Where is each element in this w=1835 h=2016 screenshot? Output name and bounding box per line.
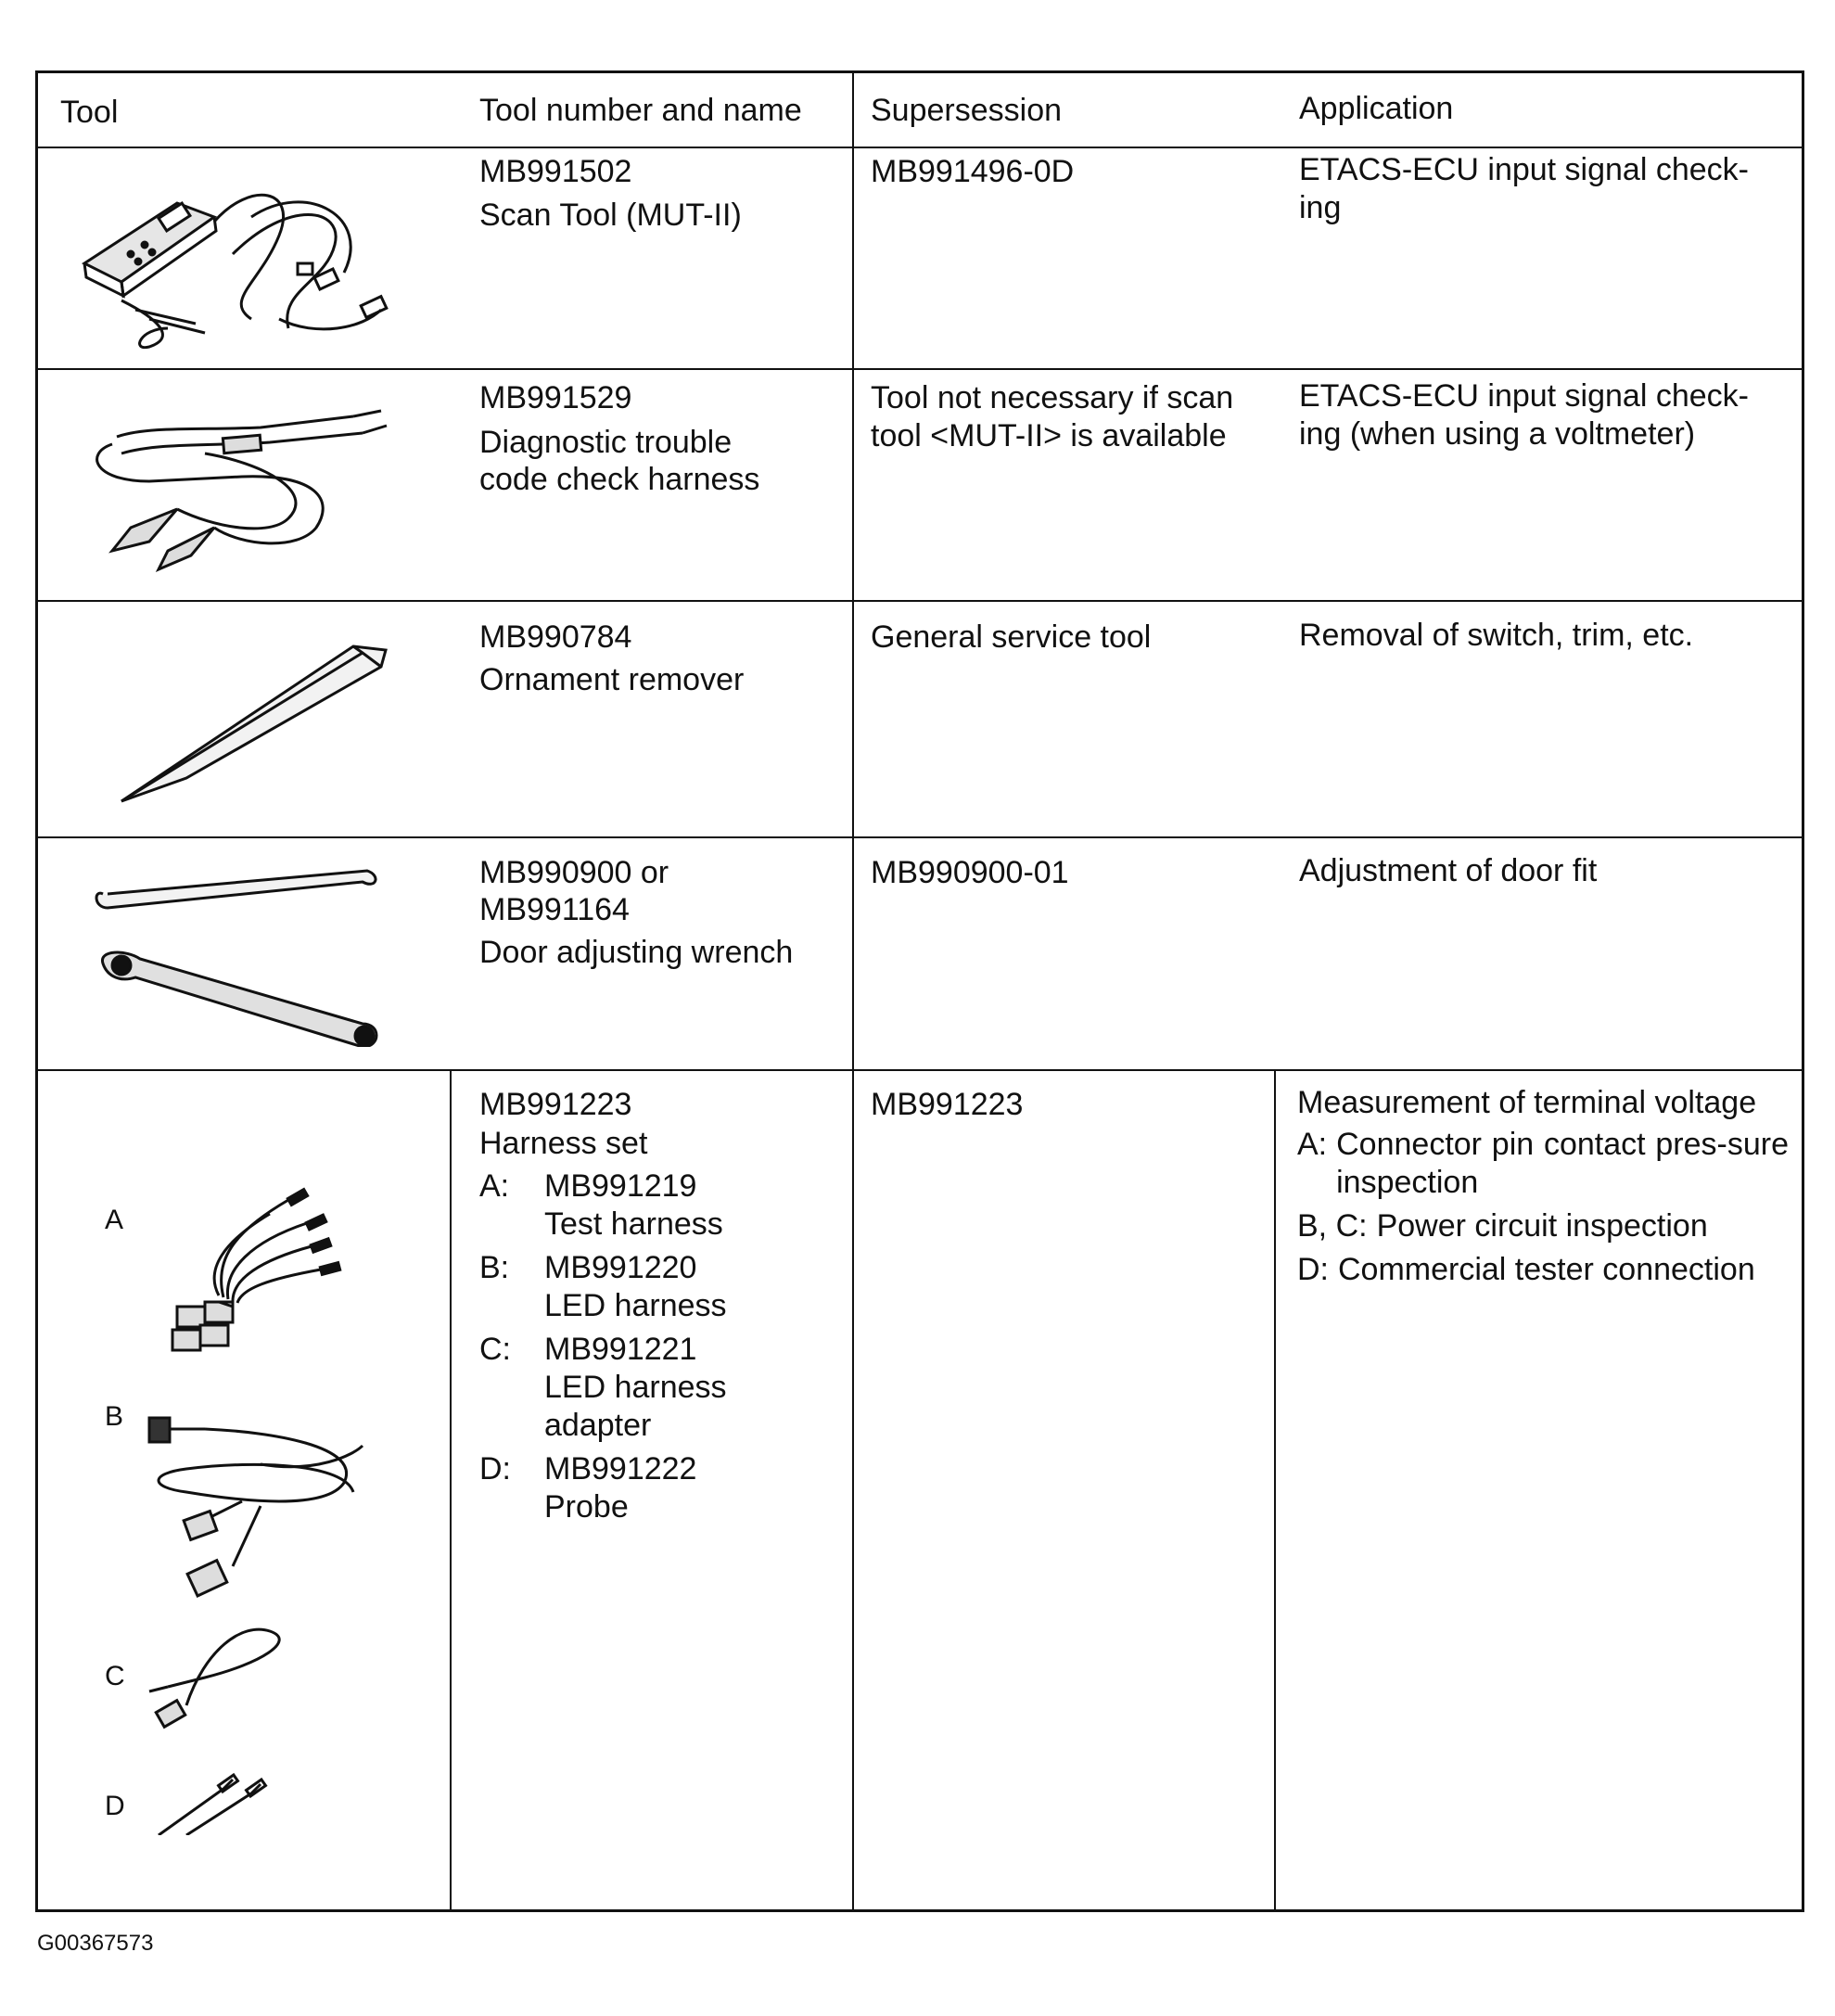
row1-tool-name: Scan Tool (MUT-II) [479, 198, 742, 233]
header-tool: Tool [60, 95, 119, 130]
row3-supersession: General service tool [871, 619, 1152, 655]
part-a: A: MB991219 Test harness [479, 1168, 723, 1242]
row5-application [1297, 1084, 1789, 1289]
part-b: B: MB991220 LED harness [479, 1250, 727, 1323]
wrench-icon [84, 861, 427, 1047]
figure-id: G00367573 [37, 1931, 154, 1956]
illustration-label-b: B [105, 1401, 124, 1432]
row4-tool-number-line1: MB990900 or [479, 855, 669, 890]
special-tools-table [35, 70, 1804, 1912]
row5-tool-number: MB991223 [479, 1087, 632, 1122]
row1-application: ETACS-ECU input signal check-ing [1299, 152, 1749, 225]
row4-tool-name: Door adjusting wrench [479, 935, 794, 970]
row1-supersession: MB991496-0D [871, 154, 1075, 189]
row3-application: Removal of switch, trim, etc. [1299, 618, 1694, 653]
row4-application: Adjustment of door fit [1299, 853, 1598, 888]
ornament-remover-icon [75, 630, 409, 815]
application-a-text: Connector pin contact pres-sure inspection [1336, 1127, 1789, 1200]
part-a-number: MB991219 [544, 1168, 697, 1204]
row2-application: ETACS-ECU input signal check-ing (when using a voltmeter) [1299, 378, 1749, 452]
scan-tool-icon [66, 161, 418, 356]
row2-tool-name-line1: Diagnostic trouble [479, 425, 733, 460]
row5-supersession: MB991223 [871, 1087, 1024, 1122]
part-c-number: MB991221 [544, 1332, 697, 1367]
part-a-name: Test harness [544, 1206, 723, 1242]
parts-list [479, 1167, 841, 1526]
header-application: Application [1299, 91, 1454, 126]
row3-tool-number: MB990784 [479, 619, 632, 655]
row4-tool-number-line2: MB991164 [479, 892, 630, 927]
harness-cable-icon [75, 389, 409, 574]
part-d: D: MB991222 Probe [479, 1451, 697, 1525]
row3-tool-name: Ornament remover [479, 662, 745, 697]
illustration-label-c: C [105, 1661, 125, 1691]
row2-supersession: Tool not necessary if scan tool <MUT-II> is available [871, 380, 1234, 453]
application-bc-text: Power circuit inspection [1376, 1208, 1708, 1244]
part-b-name: LED harness [544, 1288, 727, 1323]
row1-tool-number: MB991502 [479, 154, 632, 189]
header-supersession: Supersession [871, 93, 1063, 128]
row4-supersession: MB990900-01 [871, 855, 1069, 890]
application-d: D: Commercial tester connection [1297, 1252, 1755, 1287]
header-tool-number-name: Tool number and name [479, 93, 802, 128]
part-b-number: MB991220 [544, 1250, 697, 1285]
part-c-name-line2: adapter [544, 1408, 652, 1443]
row2-tool-number: MB991529 [479, 380, 632, 415]
application-a: A: Connector pin contact pres-sure inspection [1297, 1127, 1789, 1200]
part-d-name: Probe [544, 1489, 629, 1525]
part-d-number: MB991222 [544, 1451, 697, 1486]
illustration-label-d: D [105, 1791, 125, 1821]
part-c: C: MB991221 LED harness adapter [479, 1332, 727, 1443]
part-c-name-line1: LED harness [544, 1370, 727, 1405]
illustration-label-a: A [105, 1205, 124, 1235]
application-bc: B, C: Power circuit inspection [1297, 1208, 1708, 1244]
row2-tool-name-line2: code check harness [479, 462, 760, 497]
row5-tool-name: Harness set [479, 1126, 648, 1161]
harness-set-icon [131, 1186, 409, 1835]
application-d-text: Commercial tester connection [1338, 1252, 1755, 1287]
application-title: Measurement of terminal voltage [1297, 1085, 1757, 1120]
